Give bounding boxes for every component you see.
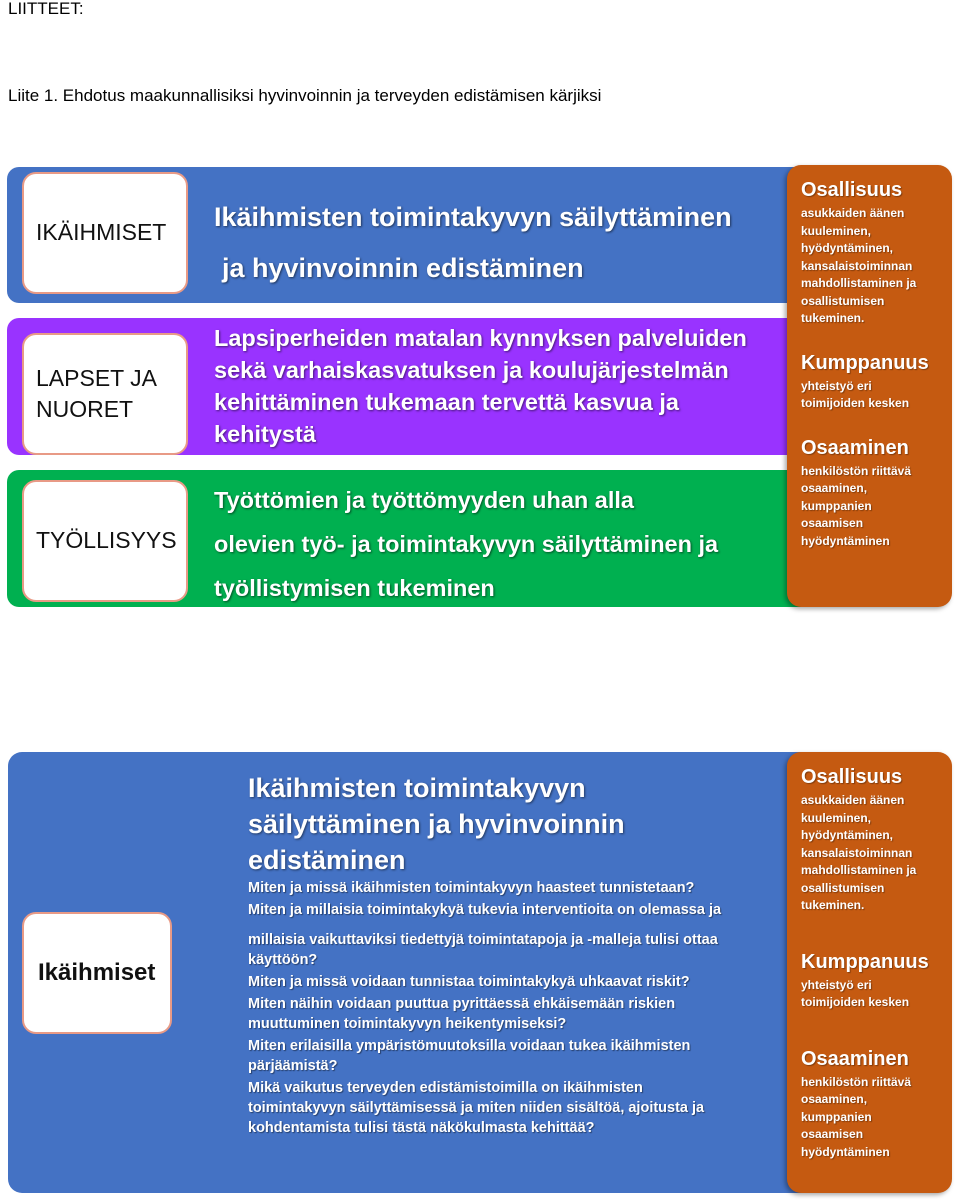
employment-band-line-3: työllistymisen tukeminen [214,575,495,601]
competence-text [801,463,952,551]
question-item [248,1078,778,1138]
employment-band-text [214,478,718,610]
text-line: kansalaistoiminnan [801,845,913,860]
participation-title-2: Osallisuus [801,766,903,788]
employment-band-line-2: olevien työ- ja toimintakyvyn säilyttäminen ja [214,531,719,557]
competence-group-2 [801,1046,952,1162]
text-line: hyödyntäminen, [801,241,894,255]
partnership-title: Kumppanuus [801,351,929,374]
text-line: osaamisen [801,516,864,530]
elderly-detail-title [248,770,625,878]
employment-label [22,480,188,602]
question-line: Miten näihin voidaan puuttua pyrittäessä ehkäisemään riskien [248,996,676,1012]
text-line: hyödyntäminen [801,533,890,548]
text-line: yhteistyö eri [801,378,872,393]
youth-label-line-1: LAPSET JA [36,364,158,391]
text-line: osaamisen [801,1127,864,1141]
question-list [248,878,778,1140]
youth-band-line-2: sekä varhaiskasvatuksen ja koulujärjestelmän [214,357,729,383]
text-line: kumppanien [801,498,872,513]
competence-title: Osaaminen [801,436,909,459]
text-line: osallistumisen [801,293,885,308]
appendix-subheading: Liite 1. Ehdotus maakunnallisiksi hyvinvoinnin ja terveyden edistämisen kärjiksi [8,86,602,105]
participation-group [801,177,952,328]
text-line: toimijoiden kesken [801,396,910,410]
text-line: kuuleminen, [801,223,872,238]
competence-title-2: Osaaminen [801,1047,909,1070]
participation-group-2 [801,764,952,915]
text-line: asukkaiden äänen [801,206,905,220]
appendix-heading: LIITTEET: [8,0,84,18]
youth-band-line-1: Lapsiperheiden matalan kynnyksen palveluiden [214,325,747,351]
partnership-title-2: Kumppanuus [801,950,929,973]
competence-group [801,435,952,551]
text-line: henkilöstön riittävä [801,1074,912,1089]
text-line: tukeminen. [801,311,865,325]
ikaihmiset-label [22,912,172,1034]
question-line: pärjäämistä? [248,1058,338,1074]
question-line: käyttöön? [248,952,318,968]
principles-panel [787,165,952,607]
participation-title: Osallisuus [801,179,903,201]
question-line: Miten erilaisilla ympäristömuutoksilla voidaan tukea ikäihmisten [248,1038,691,1054]
text-line: mahdollistaminen ja [801,276,917,290]
title-line-3: edistäminen [248,845,406,875]
text-line: kumppanien [801,1109,872,1124]
employment-label-text: TYÖLLISYYS [36,527,177,554]
partnership-group-2 [801,949,952,1012]
text-line: osallistumisen [801,880,885,895]
partnership-text-2 [801,977,952,1012]
youth-band-line-3: kehittäminen tukemaan tervettä kasvua ja [214,389,679,415]
elderly-band-line-1: Ikäihmisten toimintakyvyn säilyttäminen [214,202,732,232]
youth-label-line-2: NUORET [36,396,134,422]
text-line: osaaminen, [801,1092,868,1106]
text-line: osaaminen, [801,481,868,495]
text-line: tukeminen. [801,898,865,912]
text-line: yhteistyö eri [801,977,872,992]
question-line: Miten ja missä voidaan tunnistaa toimintakykyä uhkaavat riskit? [248,974,690,990]
text-line: kuuleminen, [801,810,872,825]
competence-text-2 [801,1074,952,1162]
elderly-band-line-2: ja hyvinvoinnin edistäminen [222,253,584,283]
text-line: asukkaiden äänen [801,793,905,807]
title-line-2: säilyttäminen ja hyvinvoinnin [248,809,625,839]
youth-label [22,333,188,455]
employment-band-line-1: Työttömien ja työttömyyden uhan alla [214,487,635,513]
question-line: Mikä vaikutus terveyden edistämistoimilla on ikäihmisten [248,1080,643,1096]
elderly-label-text: IKÄIHMISET [36,219,167,246]
elderly-label [22,172,188,294]
question-item [248,994,778,1034]
question-item [248,900,778,920]
text-line: hyödyntäminen [801,1144,890,1159]
question-line: Miten ja millaisia toimintakykyä tukevia interventioita on olemassa ja [248,902,722,918]
text-line: mahdollistaminen ja [801,863,917,877]
text-line: henkilöstön riittävä [801,463,912,478]
participation-text-2 [801,792,952,915]
title-line-1: Ikäihmisten toimintakyvyn [248,773,586,803]
youth-band-line-4: kehitystä [214,421,316,447]
text-line: kansalaistoiminnan [801,258,913,273]
question-line: millaisia vaikuttaviksi tiedettyjä toimintatapoja ja -malleja tulisi ottaa [248,932,718,948]
question-line: kohdentamista tulisi tästä näkökulmasta kehittää? [248,1120,595,1136]
partnership-group [801,350,952,413]
participation-text [801,205,952,328]
question-line: muuttuminen toimintakyvyn heikentymiseksi? [248,1016,567,1032]
text-line: toimijoiden kesken [801,995,910,1009]
partnership-text [801,378,952,413]
text-line: hyödyntäminen, [801,828,894,842]
ikaihmiset-label-text: Ikäihmiset [38,959,156,986]
question-item [248,972,778,992]
question-item [248,1036,778,1076]
youth-band-text [214,322,784,450]
elderly-band-text [214,192,732,294]
question-line: Miten ja missä ikäihmisten toimintakyvyn haasteet tunnistetaan? [248,880,695,896]
question-line: toimintakyvyn säilyttämisessä ja miten niiden sisältöä, ajoitusta ja [248,1100,705,1116]
principles-panel-2 [787,752,952,1193]
question-item [248,878,778,898]
question-item [248,930,778,970]
